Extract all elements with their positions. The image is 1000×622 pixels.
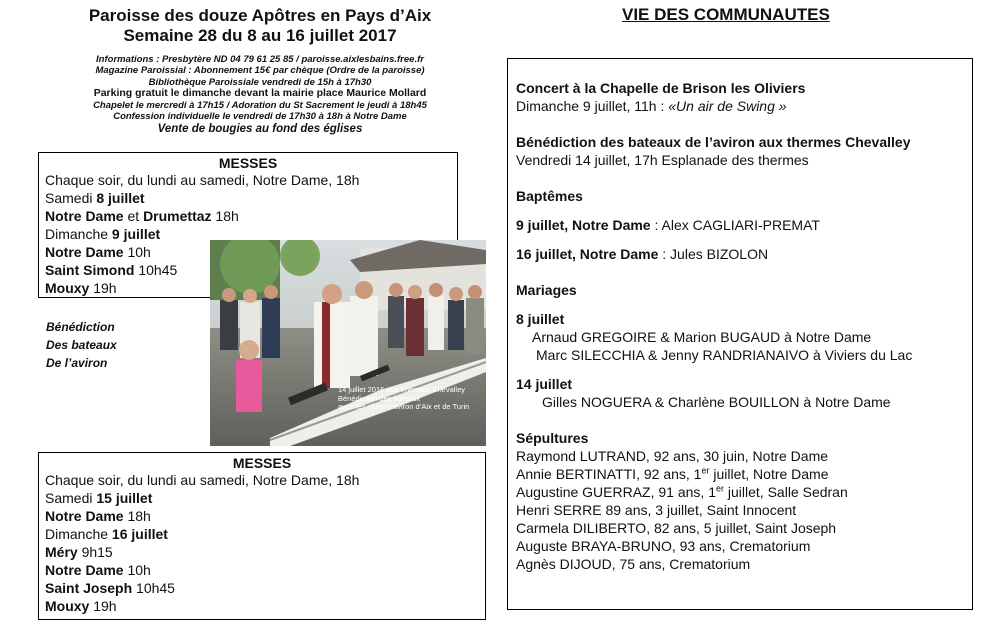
info-block (40, 54, 480, 136)
day-label: Dimanche (45, 226, 112, 242)
day-label: Dimanche (45, 526, 112, 542)
time: 18h (211, 208, 239, 224)
place: Mouxy (45, 598, 90, 614)
place: Méry (45, 544, 78, 560)
caption-line: De l’aviron (46, 356, 108, 370)
time: 10h45 (132, 580, 175, 596)
place: Notre Dame (45, 244, 124, 260)
weddings-title: Mariages (516, 282, 577, 298)
week-title: Semaine 28 du 8 au 16 juillet 2017 (123, 26, 397, 45)
place: Notre Dame (45, 508, 124, 524)
photo-caption-line: avec les clubs d’aviron d’Aix et de Turin (338, 402, 470, 411)
funerals-title: Sépultures (516, 430, 589, 446)
mass-item (45, 579, 479, 597)
funeral-text: Raymond LUTRAND, 92 ans, 30 juin, Notre Dame (516, 448, 829, 464)
community-box (507, 58, 973, 610)
funeral-item (516, 501, 796, 519)
baptism-when: 16 juillet, Notre Dame (516, 246, 659, 262)
mass-item (45, 561, 479, 579)
joiner: et (123, 208, 144, 224)
concert-detail (516, 97, 787, 115)
day-date: 8 juillet (96, 190, 145, 206)
place: Saint Simond (45, 262, 135, 278)
baptism-who: : Alex CAGLIARI-PREMAT (650, 217, 820, 233)
weddings-date: 8 juillet (516, 311, 565, 327)
community-title: VIE DES COMMUNAUTES (622, 5, 830, 24)
mass-item (45, 597, 479, 615)
blessing-caption (46, 318, 117, 372)
funeral-item (516, 465, 829, 483)
ordinal: er (716, 483, 725, 494)
funeral-text: Annie BERTINATTI, 92 ans, 1 (516, 466, 702, 482)
baptism-item (516, 216, 820, 234)
info-line: Confession individuelle le vendredi de 17h30 à 18h à Notre Dame (113, 111, 407, 123)
funeral-text: Auguste BRAYA-BRUNO, 93 ans, Crematorium (516, 538, 811, 554)
funeral-text: juillet, Notre Dame (709, 466, 829, 482)
saturday-line (45, 489, 479, 507)
day-label: Samedi (45, 190, 97, 206)
daily-mass: Chaque soir, du lundi au samedi, Notre Dame, 18h (45, 172, 360, 188)
baptisms-title: Baptêmes (516, 188, 583, 204)
day-date: 15 juillet (96, 490, 153, 506)
info-line: Parking gratuit le dimanche devant la mairie place Maurice Mollard (93, 87, 427, 100)
photo-caption (338, 386, 484, 412)
funeral-item (516, 519, 836, 537)
place: Notre Dame (45, 562, 124, 578)
photo-caption-line: 14 juillet 2016 aux Thermes Chevalley (338, 385, 466, 394)
boat-blessing-detail: Vendredi 14 juillet, 17h Esplanade des thermes (516, 152, 809, 168)
day-date: 16 juillet (111, 526, 168, 542)
concert-piece: «Un air de Swing » (668, 98, 787, 114)
funeral-item (516, 483, 848, 501)
masses-title: MESSES (218, 155, 278, 171)
funeral-text: Augustine GUERRAZ, 91 ans, 1 (516, 484, 716, 500)
time: 9h15 (77, 544, 113, 560)
mass-item (45, 507, 479, 525)
info-line: Magazine Paroissial : Abonnement 15€ par chèque (Ordre de la paroisse) (95, 65, 425, 77)
concert-title: Concert à la Chapelle de Brison les Oliviers (516, 80, 806, 96)
place: Drumettaz (143, 208, 212, 224)
saturday-mass (45, 207, 451, 225)
time: 10h (123, 244, 151, 260)
funeral-text: Henri SERRE 89 ans, 3 juillet, Saint Innocent (516, 502, 797, 518)
boat-blessing-title: Bénédiction des bateaux de l’aviron aux thermes Chevalley (516, 134, 911, 150)
parish-header (40, 6, 480, 136)
concert-date: Dimanche 9 juillet, 11h : (516, 98, 669, 114)
wedding-item: Gilles NOGUERA & Charlène BOUILLON à Notre Dame (542, 394, 891, 410)
info-line: Informations : Presbytère ND 04 79 61 25 85 / paroisse.aixlesbains.free.fr (96, 54, 424, 65)
place: Mouxy (45, 280, 90, 296)
weddings-date: 14 juillet (516, 376, 573, 392)
time: 18h (123, 508, 151, 524)
baptism-when: 9 juillet, Notre Dame (516, 217, 651, 233)
funeral-text: Carmela DILIBERTO, 82 ans, 5 juillet, Saint Joseph (516, 520, 837, 536)
baptism-who: : Jules BIZOLON (658, 246, 769, 262)
info-line: Chapelet le mercredi à 17h15 / Adoration du St Sacrement le jeudi à 18h45 (93, 99, 427, 111)
baptism-item (516, 245, 768, 263)
parish-title: Paroisse des douze Apôtres en Pays d’Aix (88, 6, 432, 25)
time: 19h (89, 280, 117, 296)
funeral-item (516, 447, 828, 465)
funeral-item (516, 537, 810, 555)
funeral-text: juillet, Salle Sedran (724, 484, 848, 500)
time: 10h45 (134, 262, 178, 278)
caption-line: Bénédiction (46, 320, 115, 334)
boat-blessing-photo (210, 240, 486, 446)
info-line: Vente de bougies au fond des églises (157, 123, 363, 136)
time: 19h (89, 598, 117, 614)
mass-item (45, 543, 479, 561)
daily-mass: Chaque soir, du lundi au samedi, Notre Dame, 18h (45, 472, 360, 488)
caption-line: Des bateaux (46, 338, 117, 352)
funeral-item (516, 555, 750, 573)
masses-title: MESSES (232, 455, 292, 471)
day-date: 9 juillet (111, 226, 161, 242)
time: 10h (123, 562, 151, 578)
day-label: Samedi (45, 490, 97, 506)
photo-caption-line: Bénédiction des bateaux (338, 393, 421, 403)
photo-illustration (210, 240, 486, 446)
wedding-item: Marc SILECCHIA & Jenny RANDRIANAIVO à Viviers du Lac (536, 347, 913, 363)
info-line: Bibliothèque Paroissiale vendredi de 15h à 17h30 (148, 76, 372, 88)
wedding-item: Arnaud GREGOIRE & Marion BUGAUD à Notre Dame (532, 329, 872, 345)
masses-box-week2 (38, 452, 486, 620)
saturday-line (45, 189, 451, 207)
place: Notre Dame (45, 208, 124, 224)
place: Saint Joseph (45, 580, 133, 596)
ordinal: er (701, 465, 710, 476)
funeral-text: Agnès DIJOUD, 75 ans, Crematorium (516, 556, 751, 572)
sunday-line (45, 525, 479, 543)
